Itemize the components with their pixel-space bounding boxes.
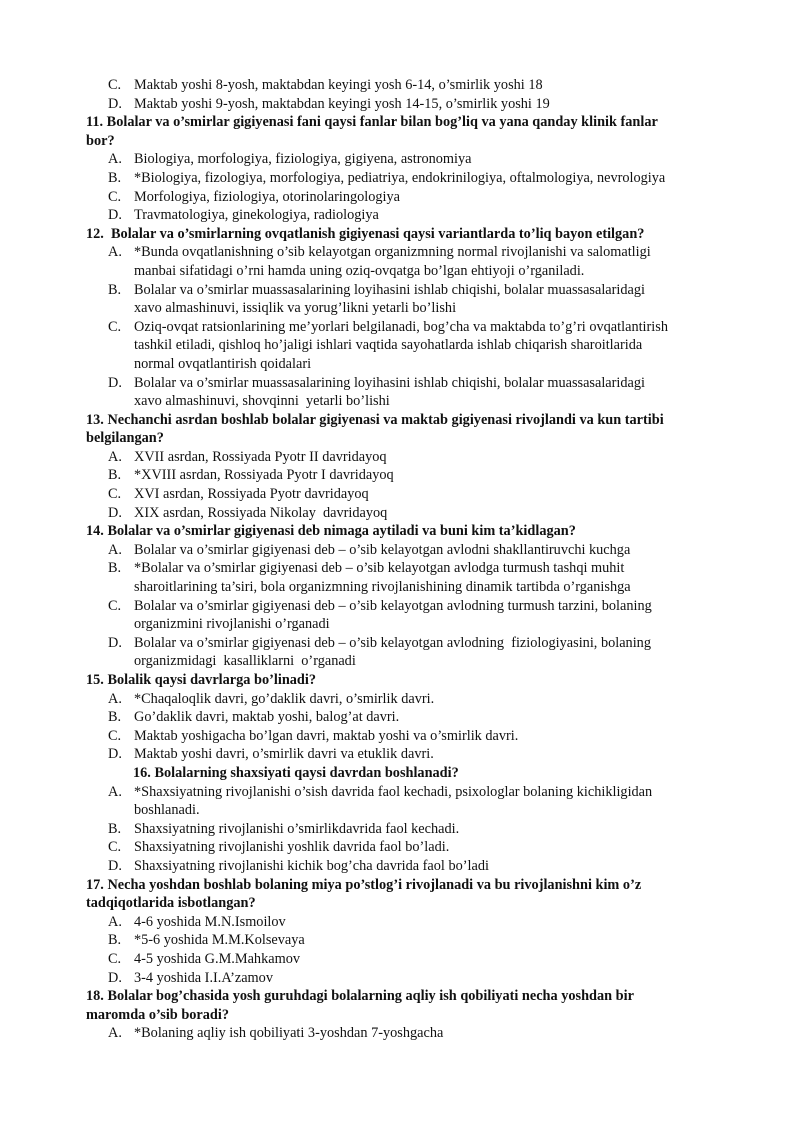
option-text (134, 281, 746, 318)
question-text-line: 17. Necha yoshdan boshlab bolaning miya po’stlog’i rivojlanadi va bu rivojlanishni kim o’z (86, 876, 642, 893)
answer-option (86, 931, 746, 950)
option-text (134, 541, 746, 560)
answer-option (86, 485, 746, 504)
answer-option (86, 95, 746, 114)
option-text (134, 969, 746, 988)
option-text (134, 206, 746, 225)
option-text (134, 485, 746, 504)
answer-option (86, 913, 746, 932)
option-text (134, 634, 746, 671)
option-letter: D. (108, 746, 122, 763)
option-text (134, 913, 746, 932)
option-text (134, 559, 746, 596)
option-text-line: XIX asrdan, Rossiyada Nikolay davridayoq (134, 504, 388, 521)
question-text-line: 15. Bolalik qaysi davrlarga bo’linadi? (86, 672, 316, 688)
option-text-line: XVII asrdan, Rossiyada Pyotr II davridayoq (134, 448, 387, 465)
answer-option (86, 634, 746, 671)
question-heading (86, 522, 746, 541)
answer-option (86, 318, 746, 374)
option-letter: B. (108, 932, 122, 949)
question-heading (86, 671, 746, 690)
option-letter: A. (108, 244, 122, 261)
option-text (134, 95, 746, 114)
option-letter: D. (108, 504, 122, 521)
option-text (134, 690, 746, 709)
question-text-line: 14. Bolalar va o’smirlar gigiyenasi deb nimaga aytiladi va buni kim ta’kidlagan? (86, 523, 576, 540)
question-text-line: 11. Bolalar va o’smirlar gigiyenasi fani qaysi fanlar bilan bog’liq va yana qanday klinik fanlar (86, 114, 658, 131)
option-text-line: Shaxsiyatning rivojlanishi kichik bog’cha davrida faol bo’ladi (134, 857, 489, 874)
answer-option (86, 188, 746, 207)
option-letter: A. (108, 541, 122, 558)
option-text (134, 820, 746, 839)
option-text (134, 504, 746, 523)
option-letter: C. (108, 318, 122, 335)
option-letter: A. (108, 783, 122, 800)
option-text (134, 448, 746, 467)
option-text (134, 783, 746, 820)
answer-option (86, 466, 746, 485)
answer-option (86, 559, 746, 596)
option-text-line: Bolalar va o’smirlar muassasalarining loyihasini ishlab chiqishi, bolalar muassasalaridagi (134, 281, 645, 298)
option-letter: B. (108, 281, 122, 298)
answer-option (86, 727, 746, 746)
option-letter: A. (108, 913, 122, 930)
option-text (134, 708, 746, 727)
option-text (134, 1024, 746, 1043)
answer-option (86, 969, 746, 988)
option-text-line: *XVIII asrdan, Rossiyada Pyotr I davridayoq (134, 467, 394, 484)
option-letter: A. (108, 1025, 122, 1042)
option-letter: B. (108, 560, 122, 577)
option-text (134, 188, 746, 207)
option-text-line: Maktab yoshi davri, o’smirlik davri va etuklik davri. (134, 746, 434, 763)
question-heading (86, 987, 746, 1024)
answer-option (86, 820, 746, 839)
question-text-line: bor? (86, 132, 115, 149)
option-text (134, 597, 746, 634)
answer-option (86, 150, 746, 169)
option-letter: A. (108, 448, 122, 465)
option-text-line: Biologiya, morfologiya, fiziologiya, gigiyena, astronomiya (134, 151, 472, 168)
question-text-line: 16. Bolalarning shaxsiyati qaysi davrdan boshlanadi? (133, 764, 459, 781)
option-text-line: Maktab yoshigacha bo’lgan davri, maktab yoshi va o’smirlik davri. (134, 727, 519, 744)
answer-option (86, 541, 746, 560)
option-text-line: normal ovqatlantirish qoidalari (134, 355, 312, 372)
answer-option (86, 169, 746, 188)
question-text-line: tadqiqotlarida isbotlangan? (86, 895, 256, 912)
option-text (134, 150, 746, 169)
option-text (134, 931, 746, 950)
answer-option (86, 374, 746, 411)
option-text (134, 76, 746, 95)
question-heading (86, 876, 746, 913)
option-text-line: *5-6 yoshida M.M.Kolsevaya (134, 932, 305, 949)
option-text-line: Maktab yoshi 9-yosh, maktabdan keyingi yosh 14-15, o’smirlik yoshi 19 (134, 95, 550, 112)
option-text-line: Bolalar va o’smirlar gigiyenasi deb – o’sib kelayotgan avlodni shakllantiruvchi kuchga (134, 541, 631, 558)
option-text-line: *Bunda ovqatlanishning o’sib kelayotgan organizmning normal rivojlanishi va salomatligi (134, 244, 651, 261)
option-text-line: 3-4 yoshida I.I.A’zamov (134, 969, 273, 986)
option-letter: D. (108, 634, 122, 651)
option-text (134, 950, 746, 969)
option-text-line: Bolalar va o’smirlar gigiyenasi deb – o’sib kelayotgan avlodning turmush tarzini, bolaning (134, 597, 652, 614)
option-letter: D. (108, 95, 122, 112)
answer-option (86, 281, 746, 318)
option-text-line: Travmatologiya, ginekologiya, radiologiya (134, 207, 379, 224)
option-text-line: 4-6 yoshida M.N.Ismoilov (134, 913, 286, 930)
answer-option (86, 448, 746, 467)
option-letter: C. (108, 486, 122, 503)
option-text-line: Go’daklik davri, maktab yoshi, balog’at davri. (134, 709, 400, 726)
option-text-line: *Bolaning aqliy ish qobiliyati 3-yoshdan 7-yoshgacha (134, 1025, 444, 1042)
option-text (134, 318, 746, 374)
question-text-line: 12. Bolalar va o’smirlarning ovqatlanish gigiyenasi qaysi variantlarda to’liq bayon etilgan? (86, 225, 645, 242)
option-text (134, 466, 746, 485)
option-letter: C. (108, 597, 122, 614)
option-text-line: Oziq-ovqat ratsionlarining me’yorlari belgilanadi, bog’cha va maktabda to’g’ri ovqatlantirish (134, 318, 668, 335)
answer-option (86, 745, 746, 764)
option-text-line: tashkil etiladi, qishloq ho’jaligi ishlari vaqtida sayohatlarda ishlab chiqarish sharoitlarida (134, 337, 643, 354)
question-text-line: 13. Nechanchi asrdan boshlab bolalar gigiyenasi va maktab gigiyenasi rivojlandi va kun tartibi (86, 411, 664, 428)
option-letter: D. (108, 374, 122, 391)
option-text-line: Bolalar va o’smirlar gigiyenasi deb – o’sib kelayotgan avlodning fiziologiyasini, bolaning (134, 634, 651, 651)
option-text-line: Maktab yoshi 8-yosh, maktabdan keyingi yosh 6-14, o’smirlik yoshi 18 (134, 77, 543, 93)
test-questions-content (86, 76, 746, 1043)
option-letter: D. (108, 207, 122, 224)
answer-option (86, 950, 746, 969)
answer-option (86, 838, 746, 857)
option-letter: A. (108, 690, 122, 707)
option-letter: B. (108, 709, 122, 726)
question-text-line: 18. Bolalar bog’chasida yosh guruhdagi bolalarning aqliy ish qobiliyati necha yoshdan bir (86, 988, 634, 1005)
option-text-line: xavo almashinuvi, issiqlik va yorug’likni yetarli bo’lishi (134, 300, 457, 317)
option-text-line: *Bolalar va o’smirlar gigiyenasi deb – o’sib kelayotgan avlodga turmush tashqi muhit (134, 560, 625, 577)
answer-option (86, 504, 746, 523)
option-text-line: Morfologiya, fiziologiya, otorinolaringologiya (134, 188, 401, 205)
question-heading (86, 225, 746, 244)
option-text (134, 745, 746, 764)
option-letter: C. (108, 77, 122, 93)
option-text-line: xavo almashinuvi, shovqinni yetarli bo’lishi (134, 393, 390, 410)
option-letter: D. (108, 969, 122, 986)
option-text-line: 4-5 yoshida G.M.Mahkamov (134, 950, 300, 967)
option-text-line: Shaxsiyatning rivojlanishi o’smirlikdavrida faol kechadi. (134, 820, 460, 837)
option-text-line: *Biologiya, fizologiya, morfologiya, pediatriya, endokrinilogiya, oftalmologiya, nevrologiya (134, 169, 666, 186)
option-text-line: Shaxsiyatning rivojlanishi yoshlik davrida faol bo’ladi. (134, 839, 450, 856)
answer-option (86, 690, 746, 709)
option-text-line: XVI asrdan, Rossiyada Pyotr davridayoq (134, 486, 369, 503)
option-letter: A. (108, 151, 122, 168)
answer-option (86, 857, 746, 876)
option-text-line: *Shaxsiyatning rivojlanishi o’sish davrida faol kechadi, psixologlar bolaning kichikligidan (134, 783, 653, 800)
option-text-line: manbai sifatidagi o’rni hamda uning oziq-ovqatga bo’lgan ehtiyoji o’rganiladi. (134, 262, 585, 279)
option-text-line: boshlanadi. (134, 802, 200, 819)
question-heading (86, 411, 746, 448)
option-letter: C. (108, 188, 122, 205)
option-letter: B. (108, 467, 122, 484)
question-text-line: belgilangan? (86, 430, 164, 447)
question-text-line: maromda o’sib boradi? (86, 1006, 229, 1023)
option-letter: C. (108, 727, 122, 744)
option-text (134, 243, 746, 280)
option-text-line: sharoitlarining ta’siri, bola organizmning rivojlanishining dinamik tartibda o’rganishga (134, 579, 631, 596)
answer-option (86, 206, 746, 225)
option-text (134, 727, 746, 746)
option-text (134, 838, 746, 857)
option-text-line: *Chaqaloqlik davri, go’daklik davri, o’smirlik davri. (134, 690, 435, 707)
answer-option (86, 783, 746, 820)
question-heading (86, 764, 746, 783)
option-letter: C. (108, 839, 122, 856)
answer-option (86, 597, 746, 634)
option-text-line: Bolalar va o’smirlar muassasalarining loyihasini ishlab chiqishi, bolalar muassasalaridagi (134, 374, 645, 391)
option-text (134, 857, 746, 876)
option-letter: B. (108, 820, 122, 837)
option-letter: D. (108, 857, 122, 874)
option-text-line: organizmidagi kasalliklarni o’rganadi (134, 653, 356, 670)
option-letter: C. (108, 950, 122, 967)
option-text-line: organizmini rivojlanishi o’rganadi (134, 616, 330, 633)
option-letter: B. (108, 169, 122, 186)
option-text (134, 374, 746, 411)
option-text (134, 169, 746, 188)
answer-option (86, 1024, 746, 1043)
answer-option (86, 243, 746, 280)
question-heading (86, 113, 746, 150)
answer-option (86, 76, 746, 95)
answer-option (86, 708, 746, 727)
